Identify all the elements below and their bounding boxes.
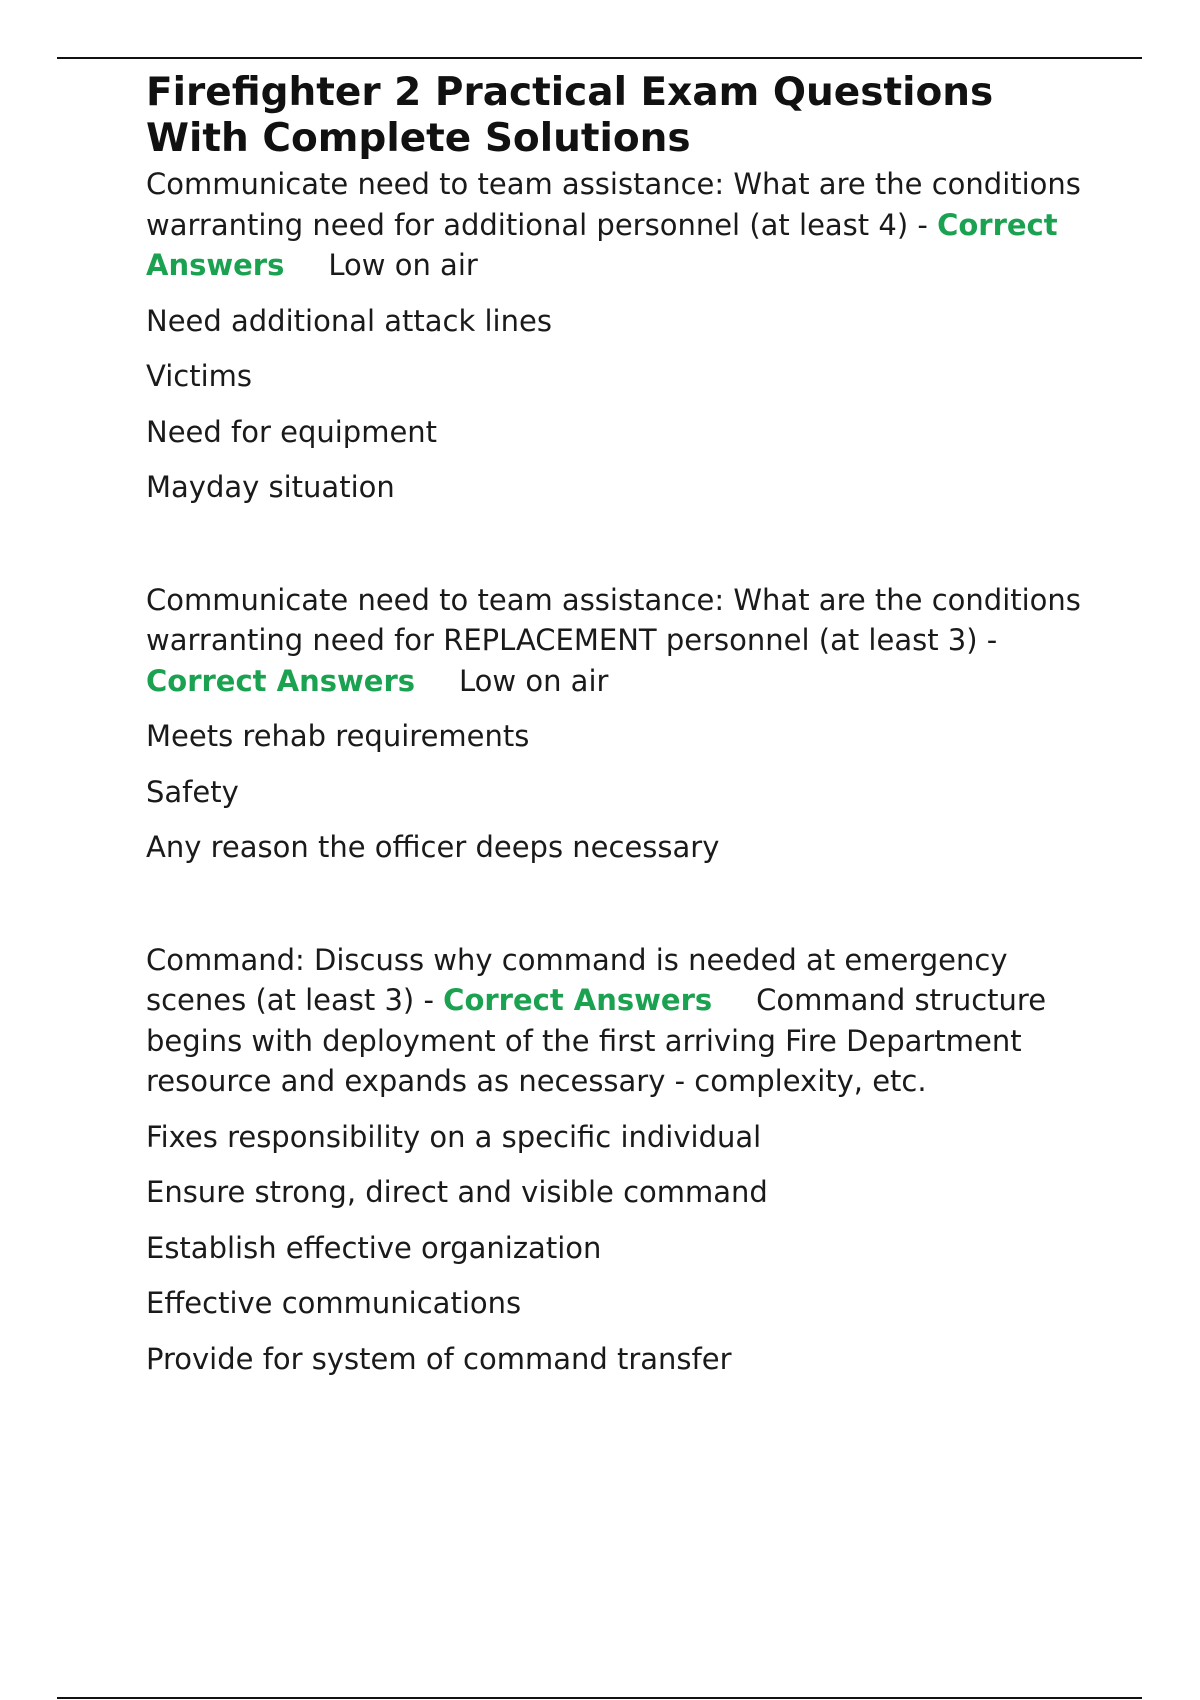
qa-item bbox=[146, 164, 1106, 508]
question-paragraph bbox=[146, 580, 1106, 702]
first-answer: Low on air bbox=[328, 248, 478, 282]
question-text: Command: Discuss why command is needed at emergency scenes (at least 3) bbox=[146, 942, 1008, 1017]
top-rule bbox=[57, 57, 1142, 59]
question-text: Communicate need to team assistance: What are the conditions warranting need for additional personnel (at least 4) bbox=[146, 167, 1081, 242]
answer-line: Need additional attack lines bbox=[146, 303, 552, 338]
separator: - bbox=[414, 983, 444, 1017]
document-title: Firefighter 2 Practical Exam Questions With Complete Solutions bbox=[146, 70, 994, 161]
answer-line: Fixes responsibility on a specific individual bbox=[146, 1119, 762, 1154]
qa-item bbox=[146, 580, 1106, 868]
correct-answers-label: Correct Answers bbox=[146, 207, 1058, 282]
answer-line: Safety bbox=[146, 774, 239, 809]
question-text: Communicate need to team assistance: What are the conditions warranting need for REPLACEMENT personnel (at least 3) bbox=[146, 582, 1081, 657]
first-answer: Low on air bbox=[459, 663, 609, 698]
answer-line: Need for equipment bbox=[146, 414, 438, 449]
question-paragraph bbox=[146, 164, 1106, 286]
answer-line: Ensure strong, direct and visible command bbox=[146, 1175, 768, 1209]
question-paragraph bbox=[146, 940, 1106, 1102]
bottom-rule bbox=[57, 1697, 1142, 1699]
separator: - bbox=[977, 623, 998, 657]
answer-line: Meets rehab requirements bbox=[146, 719, 530, 753]
correct-answers-label: Correct Answers bbox=[443, 983, 713, 1017]
answer-line: Effective communications bbox=[146, 1286, 522, 1320]
separator: - bbox=[908, 207, 938, 242]
answer-line: Provide for system of command transfer bbox=[146, 1341, 732, 1376]
qa-item bbox=[146, 940, 1106, 1380]
answer-line: Establish effective organization bbox=[146, 1230, 602, 1265]
first-answer: Command structure begins with deployment of the first arriving Fire Department resource and expands as necessary - complexity, etc. bbox=[146, 983, 1047, 1098]
answer-line: Any reason the officer deeps necessary bbox=[146, 830, 720, 864]
correct-answers-label: Correct Answers bbox=[146, 663, 416, 698]
document-page bbox=[146, 70, 1106, 1379]
answer-line: Mayday situation bbox=[146, 470, 395, 504]
answer-line: Victims bbox=[146, 359, 252, 393]
